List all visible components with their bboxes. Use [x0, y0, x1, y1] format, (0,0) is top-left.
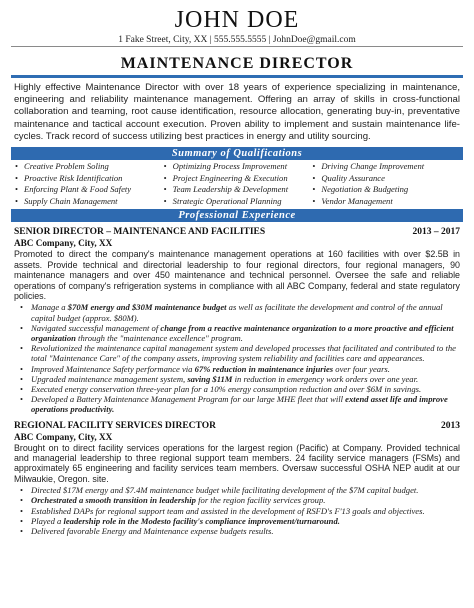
achievement-highlight: extend asset life and improve operations productivity. — [31, 394, 448, 415]
achievement-item — [31, 516, 458, 526]
qualification-item: • Negotiation & Budgeting — [311, 184, 460, 196]
achievement-text: Upgraded maintenance management system, — [31, 373, 188, 384]
achievement-highlight: 67% reduction in maintenance injuries — [194, 363, 334, 374]
achievement-text: Played a — [31, 515, 64, 526]
achievement-text: for the region facility services group. — [195, 495, 326, 506]
experience-section — [0, 227, 474, 536]
qualification-item: • Optimizing Process Improvement — [163, 161, 312, 173]
qualification-item: • Strategic Operational Planning — [163, 196, 312, 208]
resume-page — [0, 7, 474, 608]
qualification-item: • Team Leadership & Development — [163, 184, 312, 196]
job-description: Promoted to direct the company's maintenance management operations at 160 facilities with over $2.5B in assets. Provide technical and directorial leadership to four regional directors, four regional managers, 90 maintenance managers and over 450 maintenance and technical personnel. Oversee the safe and reliable operations of company's refrigeration systems in compliance with all ABC Company, federal and state regulatory policies. — [14, 249, 460, 302]
qualification-item: • Driving Change Improvement — [311, 161, 460, 173]
achievement-text: Established DAPs for regional support team and assisted in the development of RSFD's F'13 goals and objectives. — [31, 505, 425, 516]
achievement-highlight: leadership role in the Modesto facility's compliance improvement/turnaround. — [63, 515, 340, 526]
achievement-text: in reduction in emergency work orders over one year. — [232, 373, 419, 384]
achievement-item — [31, 374, 458, 384]
achievement-highlight: change from a reactive maintenance organization to a more proactive and efficient organization — [31, 322, 454, 344]
job-company: ABC Company, City, XX — [14, 238, 113, 249]
achievement-text: through the "maintenance excellence" program. — [75, 333, 243, 344]
qualification-item: • Creative Problem Soling — [14, 161, 163, 173]
job-header — [14, 421, 460, 432]
achievement-item — [31, 323, 458, 343]
resume-header — [0, 7, 474, 46]
experience-heading: Professional Experience — [11, 209, 463, 222]
qualification-item: • Proactive Risk Identification — [14, 173, 163, 185]
qualification-item: • Project Engineering & Execution — [163, 173, 312, 185]
qualifications-column-1 — [14, 161, 163, 207]
qualifications-heading: Summary of Qualifications — [11, 147, 463, 160]
achievement-item — [31, 343, 458, 363]
achievement-text: Directed $17M energy and $7.4M maintenance budget while facilitating development of the $7M capital budget. — [31, 485, 419, 496]
qualifications-column-2 — [163, 161, 312, 207]
professional-summary: Highly effective Maintenance Director with over 18 years of experience specializing in maintenance, engineering and reliability maintenance management. Offering an array of skills in cross-functional collaboration and teaming, root cause identification, resource allocation, generating buy-in, preventative maintenance and tactical account execution. Proven ability to implement and sustain maintenance life-cycles. Track record of success utilizing best practices in energy and utility sourcing. — [14, 82, 460, 142]
qualification-item: • Quality Assurance — [311, 173, 460, 185]
achievement-text: over four years. — [333, 363, 390, 374]
qualifications-list — [14, 161, 460, 207]
qualification-item: • Enforcing Plant & Food Safety — [14, 184, 163, 196]
achievement-highlight: $70M energy and $30M maintenance budget — [67, 302, 227, 313]
achievement-item — [31, 364, 458, 374]
achievement-item — [31, 526, 458, 536]
candidate-name: JOHN DOE — [174, 7, 300, 33]
achievement-text: Revolutionized the maintenance capital management system and developed processes that facilitated and contributed to the total "Maintenance Care" of the company assets, improving system reliability and facilities care and appearances. — [31, 343, 456, 364]
qualification-item: • Vendor Management — [311, 196, 460, 208]
qualification-item: • Supply Chain Management — [14, 196, 163, 208]
achievement-item — [31, 384, 458, 394]
achievement-item — [31, 394, 458, 414]
job-dates: 2013 — [441, 420, 460, 431]
job-title: SENIOR DIRECTOR – MAINTENANCE AND FACILITIES — [14, 227, 266, 238]
achievement-highlight: saving $11M — [187, 373, 233, 384]
achievement-item — [31, 495, 458, 505]
achievement-item — [31, 485, 458, 495]
job-dates: 2013 – 2017 — [412, 227, 460, 238]
achievement-text: as well as facilitate the development and control of the annual capital budget (approx. $80M). — [31, 302, 443, 323]
job-header — [14, 227, 460, 238]
achievement-text: Manage a — [31, 302, 68, 313]
job-title: REGIONAL FACILITY SERVICES DIRECTOR — [14, 420, 216, 431]
achievement-text: Executed energy conservation three-year plan for a 10% energy consumption reduction and over $6M in savings. — [31, 384, 422, 395]
job-description: Brought on to direct facility services operations for the largest region (Pacific) at Company. Provided technical and managerial leadership to three regional support team members. 24 facility service managers (FSMs) and approximately 65 engineering and facility services team members. Oversaw successful OSHA NEP audit at our Milwaukie, Oregon. site. — [14, 442, 460, 484]
header-divider — [11, 46, 463, 47]
title-divider — [11, 75, 463, 78]
achievement-item — [31, 506, 458, 516]
achievement-highlight: Orchestrated a smooth transition in leadership — [31, 495, 196, 506]
achievement-text: Navigated successful management of — [31, 322, 161, 333]
resume-title: MAINTENANCE DIRECTOR — [120, 55, 354, 72]
job-achievements — [31, 302, 458, 414]
job-achievements — [31, 485, 458, 536]
achievement-text: Developed a Battery Maintenance Management Program for our large MHE fleet that will — [31, 394, 346, 405]
contact-line: 1 Fake Street, City, XX | 555.555.5555 | JohnDoe@gmail.com — [118, 35, 356, 45]
job-company: ABC Company, City, XX — [14, 431, 113, 442]
achievement-text: Delivered favorable Energy and Maintenance expense budgets results. — [31, 526, 274, 537]
qualifications-column-3 — [311, 161, 460, 207]
achievement-text: Improved Maintenance Safety performance via — [31, 363, 195, 374]
achievement-item — [31, 302, 458, 322]
